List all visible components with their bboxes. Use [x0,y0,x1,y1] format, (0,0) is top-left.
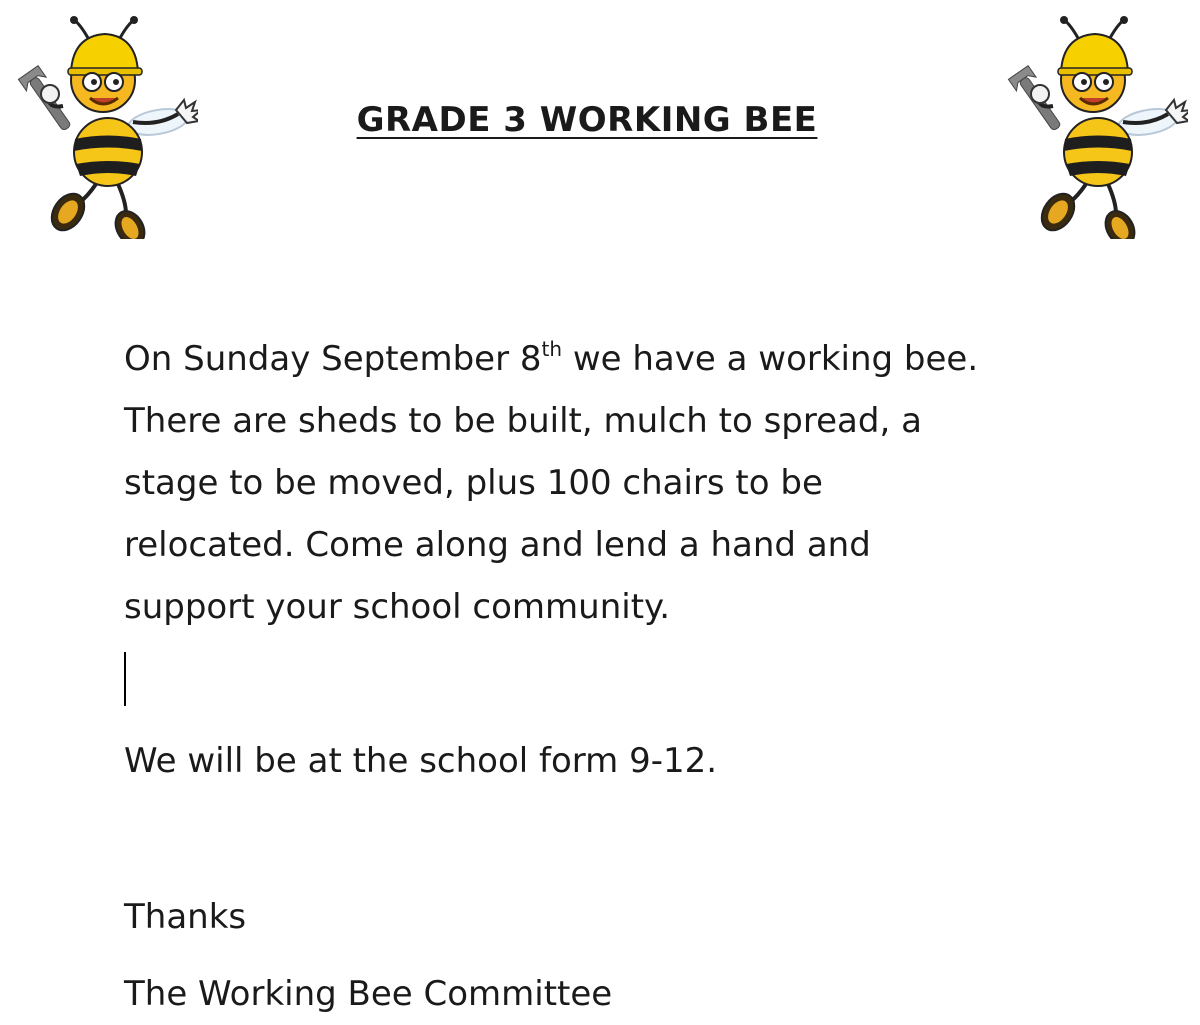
closing-text: Thanks [124,897,247,937]
paragraph-line-text: On Sunday September 8 [124,339,542,379]
paragraph-line: There are sheds to be built, mulch to spread, a [124,401,922,441]
page-title [0,100,1200,140]
ordinal-suffix: th [541,337,563,361]
paragraph-line: relocated. Come along and lend a hand and [124,525,871,565]
paragraph-line-text: we have a working bee. [562,339,979,379]
page-title-text: GRADE 3 WORKING BEE [356,100,818,140]
text-cursor[interactable] [124,652,126,706]
time-paragraph: We will be at the school form 9-12. [124,741,718,781]
paragraph-line: support your school community. [124,587,671,627]
paragraph-line [124,328,978,390]
paragraph-line: stage to be moved, plus 100 chairs to be [124,463,823,503]
signature-text: The Working Bee Committee [124,974,613,1014]
announcement-paragraph [124,328,978,638]
